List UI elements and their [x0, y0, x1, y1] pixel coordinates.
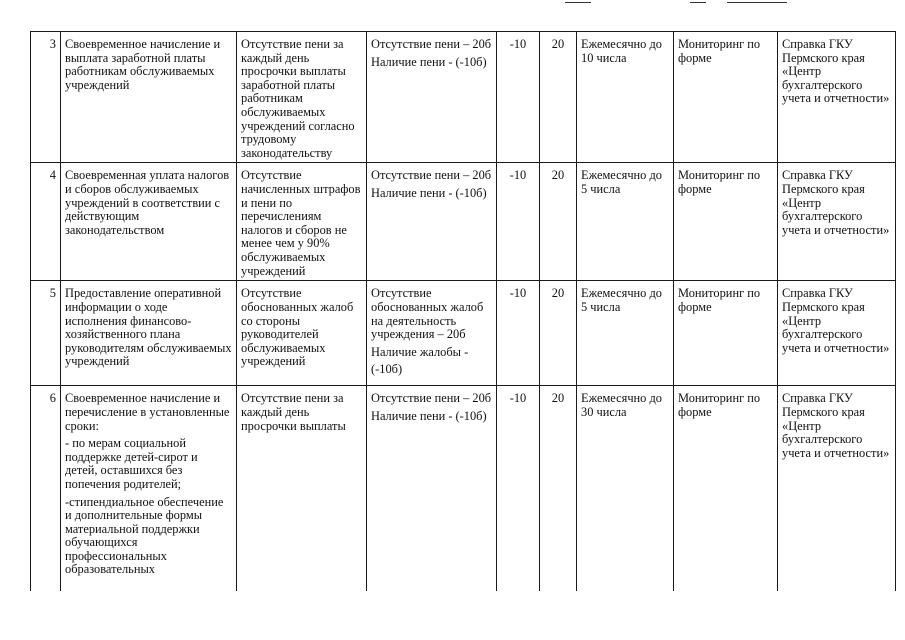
indicator-cell: Своевременное начисление и выплата заработной платы работникам обслуживаемых учреждений [61, 32, 237, 163]
score-cell [367, 281, 497, 386]
score-penalty-value: (-10б) [371, 362, 403, 377]
score-cell [367, 386, 497, 591]
score-condition: Отсутствие пени – 20б [371, 168, 492, 183]
period-cell: Ежемесячно до 5 числа [577, 163, 674, 281]
period-cell: Ежемесячно до 10 числа [577, 32, 674, 163]
max-score: 20 [540, 163, 577, 281]
source-cell: Справка ГКУ Пермского края «Центр бухгалтерского учета и отчетности» [778, 386, 896, 591]
table-row [31, 281, 896, 386]
score-penalty: Наличие пени - (-10б) [371, 408, 487, 423]
table-row [31, 386, 896, 591]
source-cell: Справка ГКУ Пермского края «Центр бухгалтерского учета и отчетности» [778, 281, 896, 386]
period-cell: Ежемесячно до 30 числа [577, 386, 674, 591]
method-cell: Мониторинг по форме [674, 32, 778, 163]
source-cell: Справка ГКУ Пермского края «Центр бухгалтерского учета и отчетности» [778, 163, 896, 281]
max-score: 20 [540, 386, 577, 591]
score-condition: Отсутствие пени – 20б [371, 37, 492, 51]
period-cell: Ежемесячно до 5 числа [577, 281, 674, 386]
source-cell: Справка ГКУ Пермского края «Центр бухгалтерского учета и отчетности» [778, 32, 896, 163]
indicator-cell [61, 386, 237, 591]
min-score: -10 [497, 32, 540, 163]
criterion-cell: Отсутствие обоснованных жалоб со стороны руководителей обслуживаемых учреждений [237, 281, 367, 386]
score-penalty: Наличие пени - (-10б) [371, 54, 487, 69]
indicator-cell: Предоставление оперативной информации о ходе исполнения финансово-хозяйственного плана руководителям обслуживаемых учреждений [61, 281, 237, 386]
table-row [31, 32, 896, 163]
min-score: -10 [497, 386, 540, 591]
indicator-item: -стипендиальное обеспечение и дополнительные формы материальной поддержки обучающихся профессиональных образовательных [65, 494, 224, 577]
score-cell [367, 163, 497, 281]
indicator-cell: Своевременная уплата налогов и сборов обслуживаемых учреждений в соответствии с действующим законодательством [61, 163, 237, 281]
scan-edge-marks [0, 0, 905, 6]
score-penalty: Наличие пени - (-10б) [371, 185, 487, 200]
max-score: 20 [540, 32, 577, 163]
score-condition: Отсутствие пени – 20б [371, 391, 492, 406]
max-score: 20 [540, 281, 577, 386]
row-number: 4 [31, 163, 61, 281]
method-cell: Мониторинг по форме [674, 281, 778, 386]
row-number: 5 [31, 281, 61, 386]
criterion-cell: Отсутствие пени за каждый день просрочки выплаты [237, 386, 367, 591]
criteria-table [30, 31, 896, 591]
indicator-item: - по мерам социальной поддержке детей-сирот и детей, оставшихся без попечения родителей; [65, 436, 198, 491]
score-cell [367, 32, 497, 163]
score-penalty: Наличие жалобы - [371, 344, 469, 359]
row-number: 6 [31, 386, 61, 591]
method-cell: Мониторинг по форме [674, 386, 778, 591]
method-cell: Мониторинг по форме [674, 163, 778, 281]
row-number: 3 [31, 32, 61, 163]
table-row [31, 163, 896, 281]
min-score: -10 [497, 163, 540, 281]
criterion-cell: Отсутствие начисленных штрафов и пени по перечислениям налогов и сборов не менее чем у 90% обслуживаемых учреждений [237, 163, 367, 281]
indicator-intro: Своевременное начисление и перечисление в установленные сроки: [65, 391, 230, 433]
score-condition: Отсутствие обоснованных жалоб на деятельность учреждения – 20б [371, 286, 484, 342]
min-score: -10 [497, 281, 540, 386]
criterion-cell: Отсутствие пени за каждый день просрочки выплаты заработной платы работникам обслуживаемых учреждений согласно трудовому законодательству [237, 32, 367, 163]
